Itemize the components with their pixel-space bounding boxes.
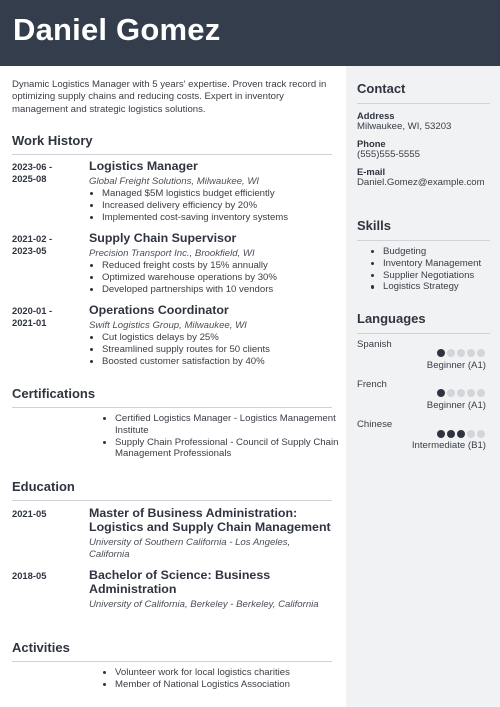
list-item: Boosted customer satisfaction by 40%	[102, 356, 332, 368]
job-title: Supply Chain Supervisor	[89, 231, 237, 245]
list-item: Implemented cost-saving inventory systems	[102, 212, 332, 224]
header-banner	[0, 0, 500, 66]
education-date: 2021-05	[12, 508, 47, 519]
rating-dot-empty	[447, 349, 455, 357]
job-title: Operations Coordinator	[89, 303, 229, 317]
rating-dot-empty	[467, 389, 475, 397]
rating-dot-empty	[447, 389, 455, 397]
education-details	[89, 506, 332, 561]
education-section	[12, 479, 332, 629]
rating-dot-empty	[477, 389, 485, 397]
list-item: Inventory Management	[383, 258, 500, 270]
candidate-name: Daniel Gomez	[13, 12, 221, 47]
date-end: 2021-01	[12, 317, 47, 328]
list-item: Volunteer work for local logistics charities	[115, 667, 340, 679]
email-value[interactable]: Daniel.Gomez@example.com	[357, 177, 485, 188]
employer: Global Freight Solutions, Milwaukee, WI	[89, 176, 260, 187]
list-item: Optimized warehouse operations by 30%	[102, 272, 332, 284]
section-title-work-history: Work History	[12, 133, 332, 155]
list-item: Supplier Negotiations	[383, 270, 500, 282]
sidebar	[346, 66, 500, 707]
job-title: Logistics Manager	[89, 159, 198, 173]
rating-dot-empty	[467, 430, 475, 438]
list-item: Supply Chain Professional - Council of Supply Chain Management Professionals	[115, 436, 339, 460]
rating-dot-empty	[467, 349, 475, 357]
degree: Bachelor of Science: Business Administration	[89, 568, 271, 596]
language-level: Beginner (A1)	[426, 360, 486, 371]
phone-value: (555)555-5555	[357, 149, 420, 160]
skills-list	[370, 246, 500, 293]
rating-dot-empty	[477, 430, 485, 438]
language-rating	[437, 430, 485, 439]
school: University of California, Berkeley - Berkeley, California	[89, 599, 319, 610]
rating-dot-filled	[437, 389, 445, 397]
certifications-section	[12, 386, 339, 466]
section-title-contact: Contact	[357, 81, 490, 104]
section-title-skills: Skills	[357, 218, 490, 241]
duties-list	[89, 332, 332, 367]
language-level: Beginner (A1)	[426, 400, 486, 411]
list-item: Logistics Strategy	[383, 281, 500, 293]
list-item: Managed $5M logistics budget efficiently	[102, 188, 332, 200]
work-date	[12, 305, 82, 329]
date-start: 2020-01 -	[12, 305, 53, 316]
language-level: Intermediate (B1)	[411, 440, 486, 451]
duties-list	[89, 260, 332, 295]
employer: Precision Transport Inc., Brookfield, WI	[89, 248, 255, 259]
education-date: 2018-05	[12, 570, 47, 581]
date-end: 2025-08	[12, 173, 47, 184]
work-date	[12, 161, 82, 185]
rating-dot-filled	[437, 430, 445, 438]
date-start: 2021-02 -	[12, 233, 53, 244]
employer: Swift Logistics Group, Milwaukee, WI	[89, 320, 247, 331]
list-item: Increased delivery efficiency by 20%	[102, 200, 332, 212]
degree: Master of Business Administration: Logistics and Supply Chain Management	[89, 506, 331, 534]
language-rating	[437, 389, 485, 398]
activities-section	[12, 640, 332, 700]
activities-list	[102, 667, 340, 691]
language-name: Spanish	[357, 339, 392, 350]
work-details	[89, 303, 332, 367]
school: University of Southern California - Los Angeles, California	[89, 537, 291, 560]
certifications-list	[102, 413, 340, 460]
summary-block	[12, 79, 332, 116]
section-title-certifications: Certifications	[12, 386, 332, 408]
language-rating	[437, 349, 485, 358]
list-item: Budgeting	[383, 246, 500, 258]
rating-dot-filled	[457, 430, 465, 438]
list-item: Member of National Logistics Association	[115, 679, 340, 691]
work-details	[89, 159, 332, 223]
list-item: Developed partnerships with 10 vendors	[102, 284, 332, 296]
phone-label: Phone	[357, 138, 386, 149]
date-end: 2023-05	[12, 245, 47, 256]
list-item: Cut logistics delays by 25%	[102, 332, 332, 344]
list-item: Reduced freight costs by 15% annually	[102, 260, 332, 272]
language-name: Chinese	[357, 419, 393, 430]
duties-list	[89, 188, 332, 223]
work-date	[12, 233, 82, 257]
summary-text: Dynamic Logistics Manager with 5 years' expertise. Proven track record in optimizing supply chains and reducing costs. Expert in inventory management and strategic logistics solutions.	[12, 79, 327, 115]
work-details	[89, 231, 332, 295]
date-start: 2023-06 -	[12, 161, 53, 172]
rating-dot-filled	[437, 349, 445, 357]
language-name: French	[357, 379, 387, 390]
work-history-section	[12, 133, 332, 373]
rating-dot-filled	[447, 430, 455, 438]
email-label: E-mail	[357, 166, 386, 177]
list-item: Streamlined supply routes for 50 clients	[102, 344, 332, 356]
address-label: Address	[357, 110, 395, 121]
section-title-education: Education	[12, 479, 332, 501]
education-details	[89, 568, 332, 611]
rating-dot-empty	[477, 349, 485, 357]
rating-dot-empty	[457, 349, 465, 357]
list-item: Certified Logistics Manager - Logistics Management Institute	[115, 413, 340, 437]
section-title-activities: Activities	[12, 640, 332, 662]
rating-dot-empty	[457, 389, 465, 397]
section-title-languages: Languages	[357, 311, 490, 334]
address-value: Milwaukee, WI, 53203	[357, 121, 452, 132]
